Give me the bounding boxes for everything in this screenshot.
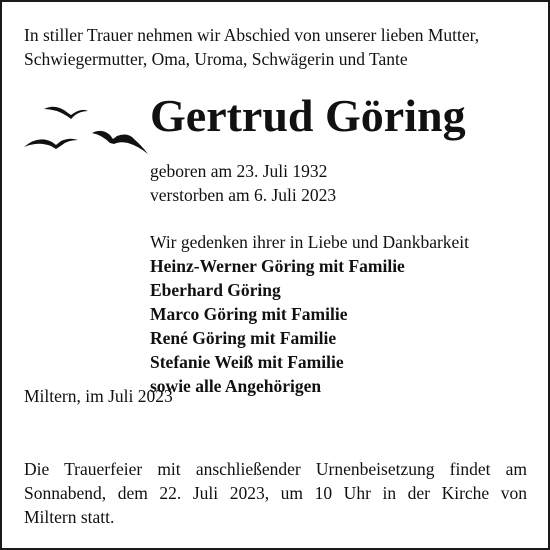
flying-birds-icon (22, 102, 154, 156)
intro-text (24, 23, 479, 71)
bird-left (24, 139, 78, 149)
mourner-name: sowie alle Angehörigen (150, 376, 322, 396)
bird-top (44, 107, 88, 119)
service-line: Miltern statt. (24, 507, 115, 527)
mourner-name: Heinz-Werner Göring mit Familie (150, 256, 405, 276)
intro-line: Schwiegermutter, Oma, Uroma, Schwägerin und Tante (24, 49, 408, 69)
mourner-name: René Göring mit Familie (150, 328, 337, 348)
deceased-name: Gertrud Göring (150, 90, 466, 141)
mourner-name: Eberhard Göring (150, 280, 281, 300)
service-line: Die Trauerfeier mit anschließender Urnenbeisetzung findet am (24, 459, 527, 479)
service-line: Sonnabend, dem 22. Juli 2023, um 10 Uhr in der Kirche von (24, 483, 527, 503)
intro-line: In stiller Trauer nehmen wir Abschied von unserer lieben Mutter, (24, 25, 480, 45)
place-date: Miltern, im Juli 2023 (24, 386, 173, 406)
mourner-name: Stefanie Weiß mit Familie (150, 352, 344, 372)
mourners-block (150, 230, 469, 398)
death-date: verstorben am 6. Juli 2023 (150, 185, 337, 205)
bird-right (92, 131, 148, 154)
service-notice (24, 457, 527, 529)
birth-date: geboren am 23. Juli 1932 (150, 161, 328, 181)
remembrance-line: Wir gedenken ihrer in Liebe und Dankbarkeit (150, 232, 470, 252)
life-dates (150, 159, 336, 207)
mourner-name: Marco Göring mit Familie (150, 304, 348, 324)
